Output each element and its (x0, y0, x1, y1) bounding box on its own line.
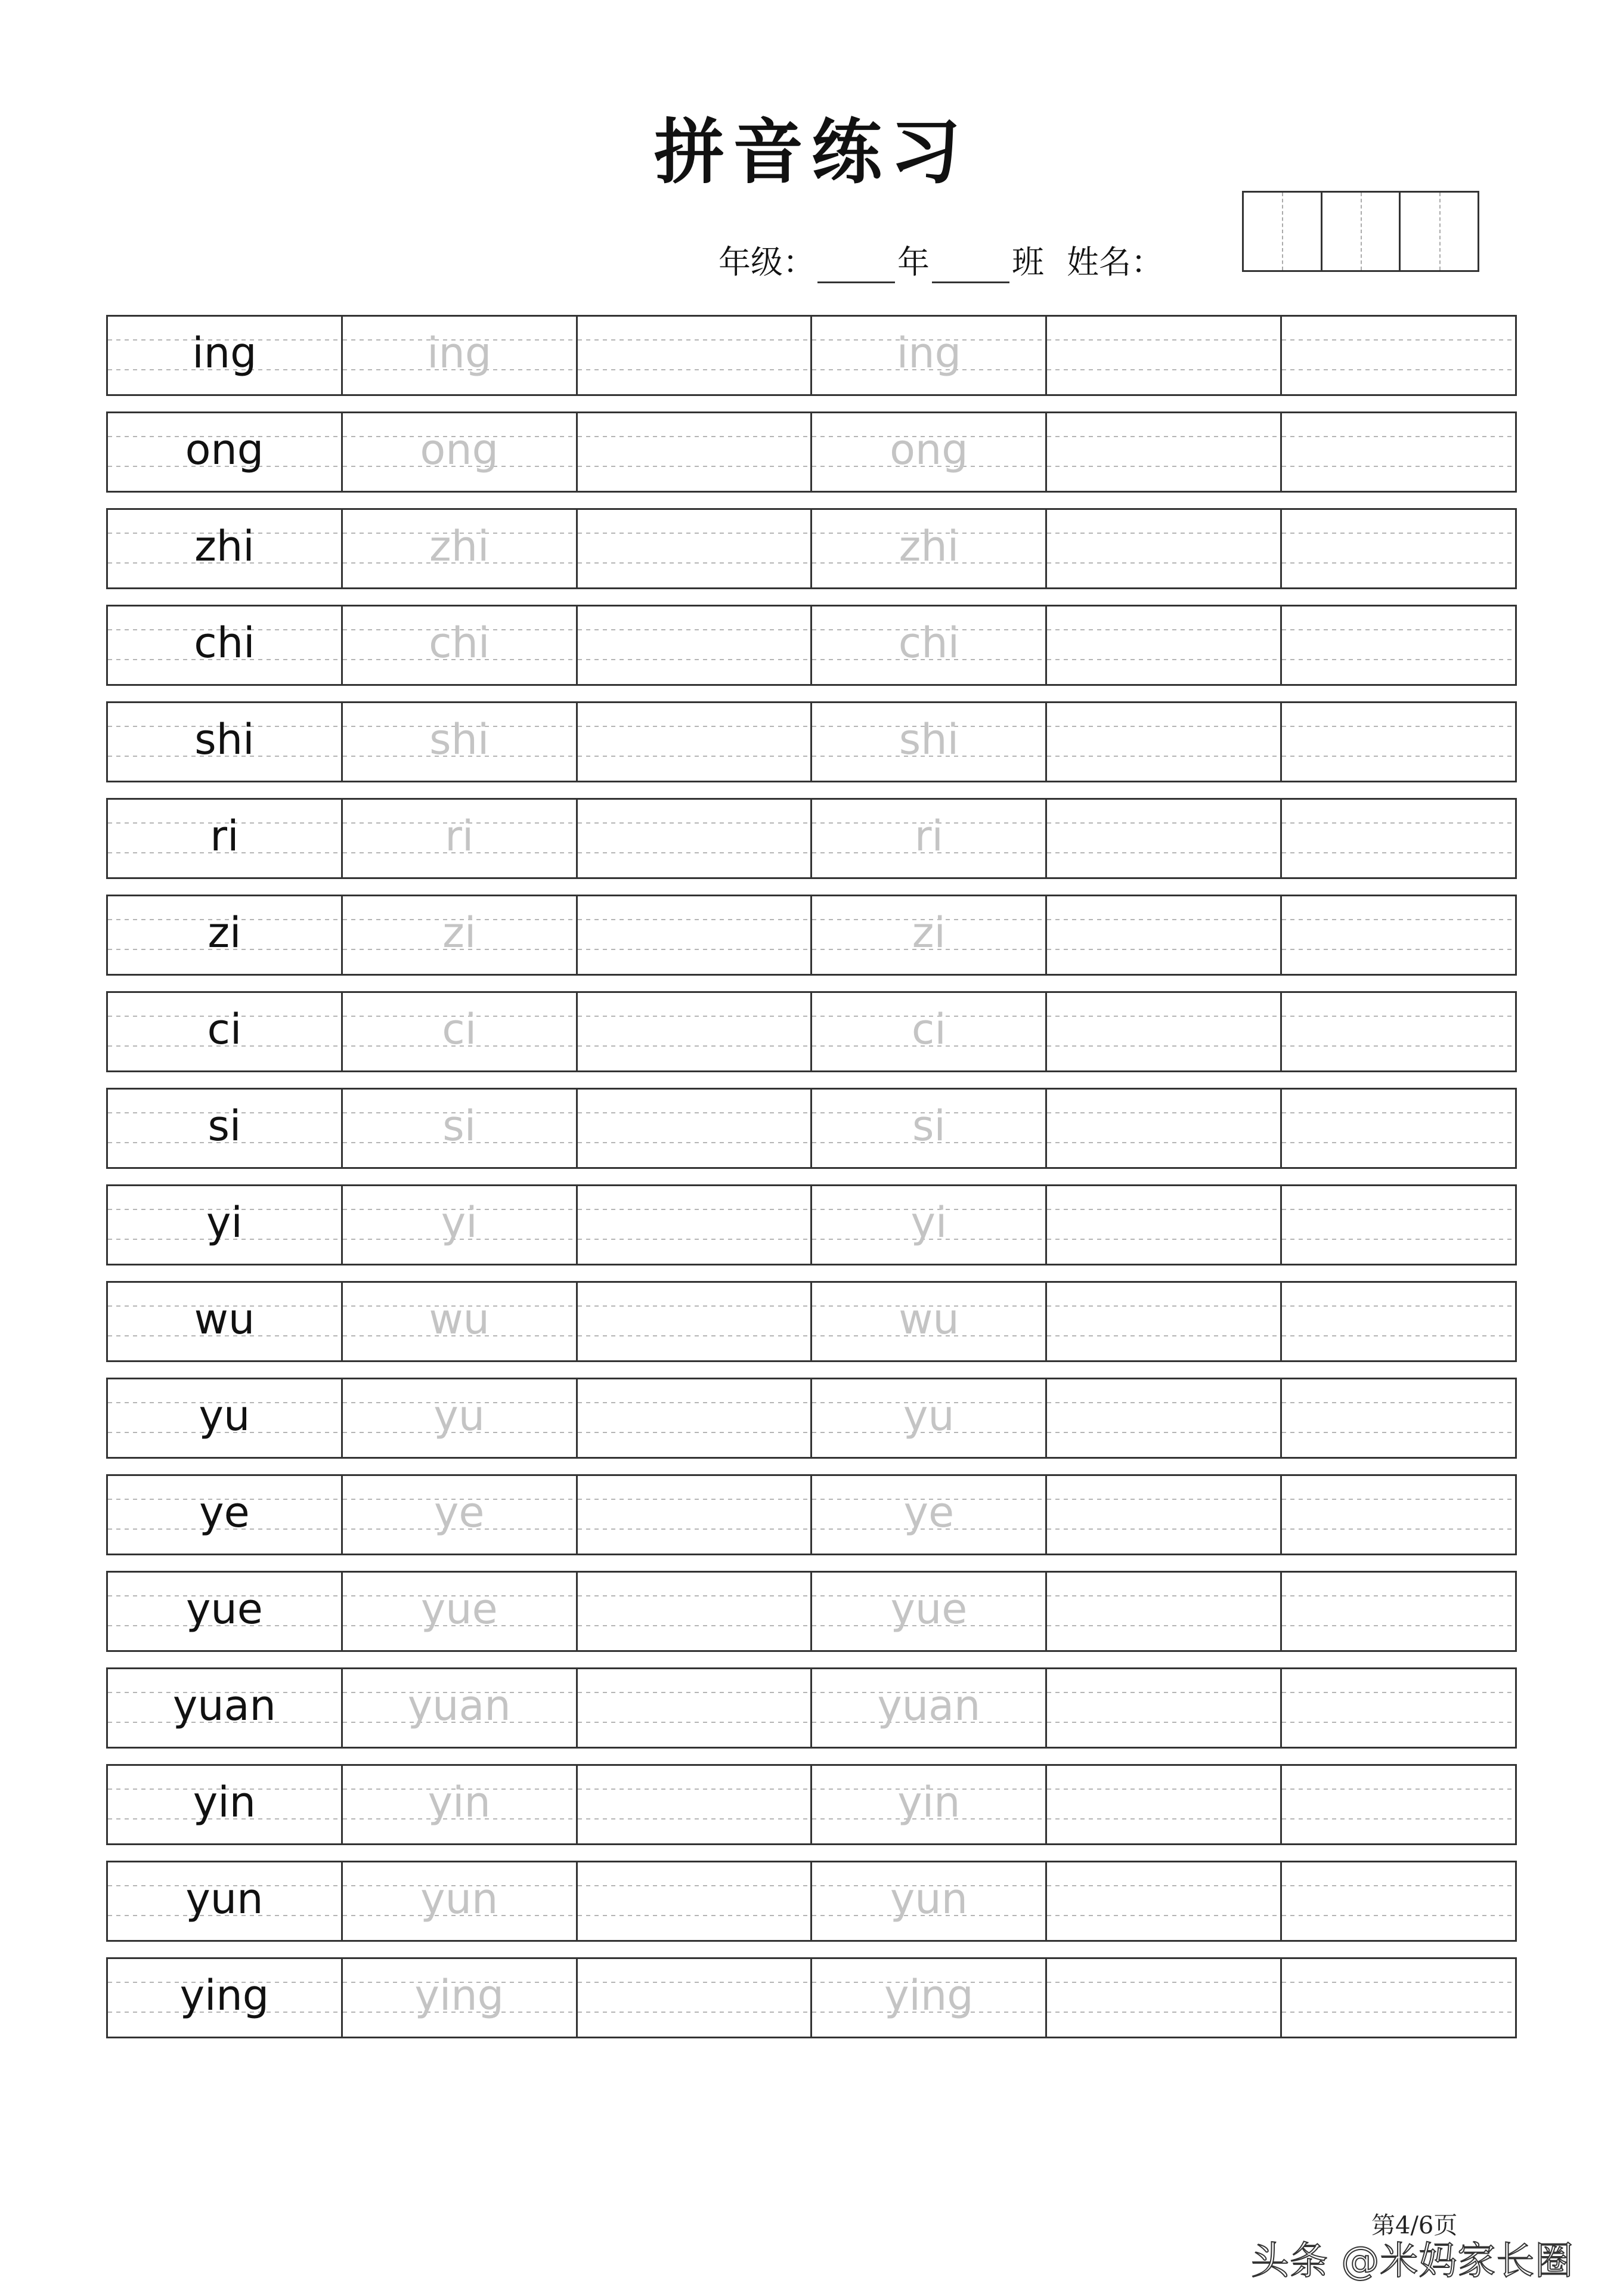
trace-pinyin: yin (897, 1778, 961, 1827)
blank-writing-cell[interactable] (1282, 1573, 1517, 1650)
model-cell (108, 1186, 343, 1264)
model-pinyin: si (207, 1101, 241, 1150)
blank-writing-cell[interactable] (578, 1476, 813, 1554)
practice-row (106, 508, 1517, 589)
trace-cell[interactable] (812, 896, 1047, 974)
model-cell (108, 607, 343, 684)
trace-cell[interactable] (343, 1283, 578, 1360)
model-pinyin: yi (206, 1198, 243, 1247)
blank-writing-cell[interactable] (578, 1766, 813, 1843)
blank-writing-cell[interactable] (1047, 703, 1282, 781)
trace-cell[interactable] (343, 1669, 578, 1747)
model-cell (108, 1862, 343, 1940)
model-pinyin: ye (199, 1488, 250, 1537)
blank-writing-cell[interactable] (1047, 1090, 1282, 1167)
model-pinyin: yin (193, 1778, 256, 1827)
model-pinyin: yun (185, 1874, 264, 1923)
name-box-cell[interactable] (1401, 193, 1478, 270)
trace-cell[interactable] (812, 1186, 1047, 1264)
model-cell (108, 1766, 343, 1843)
blank-writing-cell[interactable] (1047, 1186, 1282, 1264)
practice-row (106, 991, 1517, 1072)
model-cell (108, 1669, 343, 1747)
trace-cell[interactable] (343, 1476, 578, 1554)
page-number: 第4/6页 (1371, 2212, 1458, 2239)
grade-blank[interactable] (817, 249, 895, 283)
trace-cell[interactable] (812, 1862, 1047, 1940)
blank-writing-cell[interactable] (1282, 1476, 1517, 1554)
class-suffix: 班 (1012, 243, 1044, 281)
blank-writing-cell[interactable] (1047, 800, 1282, 877)
practice-row (106, 1281, 1517, 1362)
trace-pinyin: ong (890, 425, 968, 474)
trace-cell[interactable] (343, 1862, 578, 1940)
trace-pinyin: zhi (429, 522, 490, 571)
blank-writing-cell[interactable] (1047, 1476, 1282, 1554)
blank-writing-cell[interactable] (578, 510, 813, 587)
trace-pinyin: si (442, 1101, 476, 1150)
practice-row (106, 1957, 1517, 2038)
blank-writing-cell[interactable] (1047, 413, 1282, 491)
name-label: 姓名： (1067, 243, 1163, 281)
trace-cell[interactable] (812, 317, 1047, 394)
trace-pinyin: yuan (407, 1681, 511, 1730)
blank-writing-cell[interactable] (1047, 607, 1282, 684)
blank-writing-cell[interactable] (578, 1573, 813, 1650)
trace-pinyin: ying (414, 1971, 504, 2020)
trace-cell[interactable] (343, 896, 578, 974)
model-cell (108, 896, 343, 974)
trace-pinyin: ing (427, 329, 492, 377)
trace-pinyin: ye (903, 1488, 955, 1537)
trace-cell[interactable] (343, 607, 578, 684)
trace-pinyin: yu (903, 1391, 955, 1440)
trace-pinyin: yuan (877, 1681, 981, 1730)
blank-writing-cell[interactable] (578, 703, 813, 781)
trace-pinyin: yi (441, 1198, 478, 1247)
blank-writing-cell[interactable] (578, 1186, 813, 1264)
model-pinyin: shi (194, 715, 255, 764)
trace-pinyin: shi (899, 715, 959, 764)
trace-cell[interactable] (812, 1573, 1047, 1650)
class-blank[interactable] (932, 249, 1009, 283)
trace-pinyin: ong (420, 425, 499, 474)
model-cell (108, 703, 343, 781)
trace-pinyin: ying (884, 1971, 974, 2020)
trace-cell[interactable] (812, 413, 1047, 491)
model-cell (108, 1283, 343, 1360)
blank-writing-cell[interactable] (1047, 317, 1282, 394)
practice-row (106, 1088, 1517, 1169)
model-cell (108, 1573, 343, 1650)
trace-pinyin: yue (420, 1585, 498, 1633)
trace-pinyin: chi (429, 618, 490, 667)
blank-writing-cell[interactable] (1282, 1959, 1517, 2037)
blank-writing-cell[interactable] (1047, 510, 1282, 587)
model-pinyin: ri (210, 812, 239, 861)
blank-writing-cell[interactable] (1282, 896, 1517, 974)
model-cell (108, 413, 343, 491)
blank-writing-cell[interactable] (578, 1669, 813, 1747)
blank-writing-cell[interactable] (1047, 993, 1282, 1070)
model-pinyin: ci (207, 1005, 242, 1054)
trace-cell[interactable] (343, 800, 578, 877)
blank-writing-cell[interactable] (1282, 1379, 1517, 1457)
trace-pinyin: wu (899, 1295, 959, 1344)
blank-writing-cell[interactable] (1282, 703, 1517, 781)
trace-pinyin: ci (442, 1005, 477, 1054)
blank-writing-cell[interactable] (578, 317, 813, 394)
blank-writing-cell[interactable] (578, 413, 813, 491)
trace-cell[interactable] (812, 1283, 1047, 1360)
blank-writing-cell[interactable] (578, 1959, 813, 2037)
trace-pinyin: ri (445, 812, 474, 861)
blank-writing-cell[interactable] (578, 993, 813, 1070)
blank-writing-cell[interactable] (578, 1090, 813, 1167)
trace-cell[interactable] (343, 1186, 578, 1264)
trace-pinyin: shi (429, 715, 490, 764)
blank-writing-cell[interactable] (1047, 1573, 1282, 1650)
model-pinyin: ying (179, 1971, 270, 2020)
trace-cell[interactable] (343, 413, 578, 491)
trace-pinyin: yu (433, 1391, 485, 1440)
blank-writing-cell[interactable] (1282, 800, 1517, 877)
practice-row (106, 1184, 1517, 1265)
trace-cell[interactable] (812, 1090, 1047, 1167)
trace-cell[interactable] (343, 1959, 578, 2037)
practice-row (106, 411, 1517, 493)
trace-pinyin: chi (898, 618, 960, 667)
year-suffix: 年 (897, 243, 930, 281)
model-pinyin: chi (194, 618, 255, 667)
blank-writing-cell[interactable] (1282, 993, 1517, 1070)
model-cell (108, 993, 343, 1070)
grade-label: 年级： (718, 243, 815, 281)
practice-row (106, 605, 1517, 686)
blank-writing-cell[interactable] (578, 607, 813, 684)
trace-cell[interactable] (343, 510, 578, 587)
name-box[interactable] (1242, 191, 1479, 272)
trace-cell[interactable] (812, 703, 1047, 781)
trace-pinyin: si (912, 1101, 946, 1150)
model-pinyin: yu (199, 1391, 250, 1440)
trace-pinyin: yue (890, 1585, 968, 1633)
model-pinyin: wu (194, 1295, 255, 1344)
model-pinyin: yue (185, 1585, 263, 1633)
trace-cell[interactable] (812, 1476, 1047, 1554)
blank-writing-cell[interactable] (1282, 1090, 1517, 1167)
blank-writing-cell[interactable] (1282, 1862, 1517, 1940)
practice-row (106, 1667, 1517, 1749)
trace-cell[interactable] (343, 703, 578, 781)
trace-cell[interactable] (812, 510, 1047, 587)
blank-writing-cell[interactable] (1047, 1283, 1282, 1360)
blank-writing-cell[interactable] (578, 1283, 813, 1360)
name-box-cell[interactable] (1244, 193, 1322, 270)
practice-row (106, 798, 1517, 879)
practice-row (106, 895, 1517, 976)
model-pinyin: zi (207, 908, 241, 957)
blank-writing-cell[interactable] (1282, 1186, 1517, 1264)
trace-cell[interactable] (812, 1959, 1047, 2037)
trace-cell[interactable] (343, 993, 578, 1070)
practice-row (106, 1861, 1517, 1942)
blank-writing-cell[interactable] (1047, 1959, 1282, 2037)
trace-pinyin: ci (911, 1005, 946, 1054)
blank-writing-cell[interactable] (1282, 607, 1517, 684)
model-pinyin: ing (192, 329, 257, 377)
trace-cell[interactable] (343, 1379, 578, 1457)
blank-writing-cell[interactable] (578, 1379, 813, 1457)
trace-cell[interactable] (812, 800, 1047, 877)
blank-writing-cell[interactable] (1047, 1669, 1282, 1747)
trace-cell[interactable] (812, 1669, 1047, 1747)
trace-pinyin: zi (912, 908, 946, 957)
practice-row (106, 315, 1517, 396)
model-cell (108, 317, 343, 394)
blank-writing-cell[interactable] (578, 1862, 813, 1940)
model-pinyin: zhi (194, 522, 255, 571)
model-cell (108, 1090, 343, 1167)
trace-cell[interactable] (812, 993, 1047, 1070)
student-info (718, 230, 1163, 283)
blank-writing-cell[interactable] (578, 896, 813, 974)
blank-writing-cell[interactable] (1282, 1669, 1517, 1747)
trace-cell[interactable] (343, 1090, 578, 1167)
blank-writing-cell[interactable] (1282, 1283, 1517, 1360)
blank-writing-cell[interactable] (1047, 1862, 1282, 1940)
model-pinyin: ong (185, 425, 264, 474)
trace-pinyin: yin (428, 1778, 491, 1827)
practice-row (106, 1764, 1517, 1845)
trace-pinyin: wu (429, 1295, 490, 1344)
blank-writing-cell[interactable] (1282, 317, 1517, 394)
blank-writing-cell[interactable] (1047, 896, 1282, 974)
practice-row (106, 1474, 1517, 1555)
blank-writing-cell[interactable] (1047, 1379, 1282, 1457)
trace-pinyin: yun (420, 1874, 498, 1923)
trace-cell[interactable] (812, 1766, 1047, 1843)
blank-writing-cell[interactable] (1282, 413, 1517, 491)
practice-row (106, 1571, 1517, 1652)
model-cell (108, 1959, 343, 2037)
blank-writing-cell[interactable] (1282, 510, 1517, 587)
trace-pinyin: zi (442, 908, 476, 957)
model-cell (108, 510, 343, 587)
watermark: 头条 @米妈家长圈 (1251, 2239, 1574, 2283)
trace-pinyin: yi (910, 1198, 947, 1247)
trace-pinyin: ing (896, 329, 962, 377)
page-title: 拼音练习 (653, 110, 969, 193)
trace-cell[interactable] (812, 1379, 1047, 1457)
blank-writing-cell[interactable] (1047, 1766, 1282, 1843)
blank-writing-cell[interactable] (578, 800, 813, 877)
trace-cell[interactable] (343, 317, 578, 394)
model-pinyin: yuan (172, 1681, 276, 1730)
trace-pinyin: yun (890, 1874, 968, 1923)
trace-pinyin: ri (914, 812, 944, 861)
trace-cell[interactable] (343, 1573, 578, 1650)
trace-cell[interactable] (812, 607, 1047, 684)
trace-pinyin: zhi (899, 522, 959, 571)
trace-cell[interactable] (343, 1766, 578, 1843)
model-cell (108, 1476, 343, 1554)
model-cell (108, 800, 343, 877)
model-cell (108, 1379, 343, 1457)
blank-writing-cell[interactable] (1282, 1766, 1517, 1843)
name-box-cell[interactable] (1322, 193, 1401, 270)
practice-row (106, 1378, 1517, 1459)
trace-pinyin: ye (433, 1488, 485, 1537)
practice-row (106, 701, 1517, 782)
